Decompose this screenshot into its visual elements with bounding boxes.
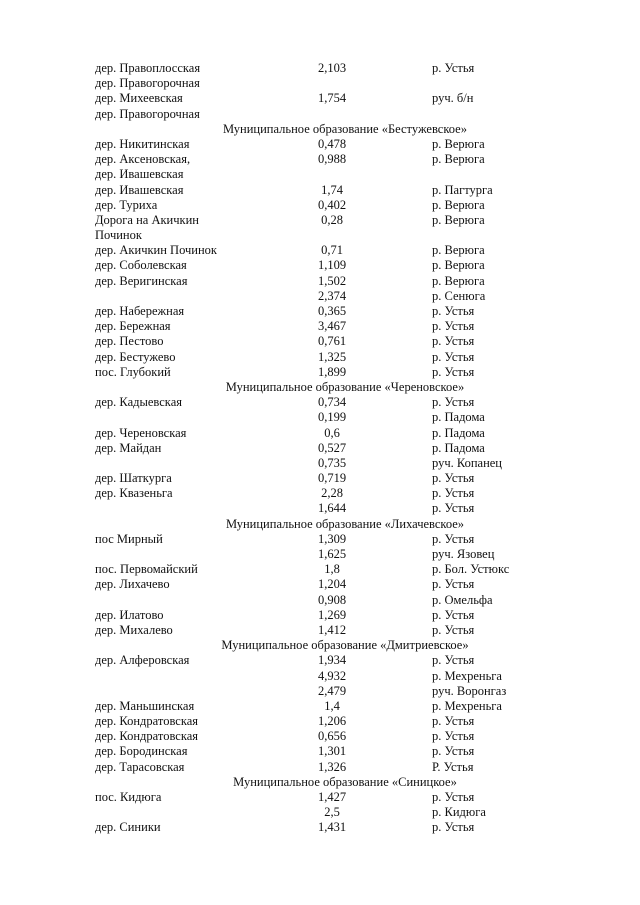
river-name: р. Устья [432,607,475,622]
settlement-name: дер. Кондратовская [95,714,199,729]
table-row [95,562,535,577]
length-value: 0,71 [321,243,343,258]
section-heading [95,380,535,395]
river-name: р. Устья [432,577,475,592]
settlement-name: дер. Череновская [95,425,187,440]
table-row [95,608,535,623]
river-name: р. Верюга [432,197,485,212]
river-name: р. Устья [432,531,475,546]
table-row [95,258,535,273]
river-name: р. Верюга [432,273,485,288]
length-value: 2,28 [321,486,343,501]
river-name: р. Устья [432,486,475,501]
length-value: 0,719 [317,471,347,486]
river-name: р. Мехреньга [432,698,502,713]
table-row [95,684,535,699]
table-row [95,152,535,167]
settlement-name: дер. Алферовская [95,653,190,668]
section-title: Муниципальное образование «Дмитриевское» [221,638,469,653]
settlement-name: дер. Аксеновская, [95,152,191,167]
river-name: р. Бол. Устюкс [432,562,510,577]
river-name: руч. Язовец [432,547,495,561]
settlement-name: пос Мирный [95,531,163,546]
table-row [95,501,535,516]
river-name: р. Устья [432,334,475,349]
river-name: р. Мехреньга [432,668,502,683]
river-name: р. Падома [432,425,485,440]
length-value: 0,734 [317,395,347,410]
settlement-name: дер. Ивашевская [95,182,184,197]
table-row [95,820,535,835]
table-row [95,744,535,759]
length-value: 1,8 [324,562,340,577]
table-row [95,61,535,76]
section-title: Муниципальное образование «Лихачевское» [225,516,465,531]
river-name: р. Сенюга [432,288,486,303]
river-name: р. Верюга [432,212,485,227]
river-name: Р. Устья [432,759,474,774]
river-name: р. Верюга [432,152,485,167]
table-row [95,532,535,547]
settlement-name: дер. Правогорочная [95,106,200,121]
table-row [95,471,535,486]
settlement-name: дер. Кондратовская [95,729,199,744]
settlement-name: дер. Бестужево [95,349,176,364]
table-row [95,669,535,684]
table-row [95,699,535,714]
settlement-name: пос. Кидюга [95,790,162,804]
table-row [95,593,535,608]
length-value: 0,527 [317,440,347,455]
river-name: руч. Копанец [432,455,503,470]
settlement-name: дер. Михеевская [95,91,183,106]
settlement-name: дер. Никитинская [95,136,190,151]
settlement-name: дер. Акичкин Починок [95,243,218,258]
length-value: 1,934 [317,653,347,668]
river-name: р. Устья [432,364,475,379]
table-row [95,365,535,380]
table-row [95,486,535,501]
length-value: 1,412 [317,622,347,637]
river-name: р. Устья [432,744,475,759]
settlement-name: пос. Глубокий [95,364,171,379]
section-heading [95,517,535,532]
length-value: 1,309 [317,531,347,546]
river-name: руч. б/н [432,91,474,106]
length-value: 1,625 [317,547,347,561]
settlement-name: дер. Бережная [95,319,171,334]
river-name: р. Кидюга [432,805,486,820]
table-row [95,243,535,258]
length-value: 0,478 [317,136,347,151]
settlement-name: дер. Илатово [95,607,164,622]
river-name: р. Устья [432,790,475,804]
table-row [95,805,535,820]
river-table [95,61,535,836]
settlement-name: дер. Туриха [95,197,158,212]
table-row [95,213,535,228]
settlement-name: дер. Соболевская [95,258,187,273]
length-value: 1,754 [317,91,347,106]
section-title: Муниципальное образование «Синицкое» [233,774,457,789]
section-heading [95,638,535,653]
length-value: 1,204 [317,577,347,592]
table-row [95,228,535,243]
table-row [95,319,535,334]
settlement-name: дер. Набережная [95,304,185,318]
length-value: 1,301 [317,744,347,759]
table-row [95,289,535,304]
table-row [95,137,535,152]
length-value: 2,479 [317,683,347,698]
length-value: 1,427 [317,790,347,804]
length-value: 4,932 [317,668,347,683]
river-name: р. Пагтурга [432,182,493,197]
river-name: р. Устья [432,501,475,516]
table-row [95,790,535,805]
river-name: р. Устья [432,304,475,318]
length-value: 0,988 [317,152,347,167]
table-row [95,198,535,213]
table-row [95,456,535,471]
table-row [95,167,535,182]
settlement-name: дер. Тарасовская [95,759,185,774]
settlement-name: дер. Майдан [95,440,162,455]
settlement-name: дер. Правогорочная [95,76,200,91]
river-name: р. Устья [432,61,475,75]
settlement-name: дер. Пестово [95,334,164,349]
table-row [95,653,535,668]
settlement-name: дер. Лихачево [95,577,170,592]
table-row [95,395,535,410]
table-row [95,577,535,592]
settlement-name: Починок [95,228,142,243]
length-value: 2,374 [317,288,347,303]
settlement-name: дер. Синики [95,820,161,835]
river-name: р. Устья [432,714,475,729]
table-row [95,410,535,425]
settlement-name: дер. Правоплосская [95,61,201,75]
river-name: р. Устья [432,471,475,486]
settlement-name: дер. Маньшинская [95,698,195,713]
length-value: 2,103 [317,61,347,75]
length-value: 0,761 [317,334,347,349]
length-value: 0,735 [317,455,347,470]
length-value: 0,656 [317,729,347,744]
length-value: 1,74 [321,182,343,197]
settlement-name: дер. Квазеньга [95,486,173,501]
river-name: р. Устья [432,653,475,668]
settlement-name: пос. Первомайский [95,562,198,577]
length-value: 0,365 [317,304,347,318]
table-row [95,91,535,106]
river-name: р. Устья [432,820,475,835]
section-title: Муниципальное образование «Череновское» [225,379,465,394]
river-name: руч. Воронгаз [432,683,507,698]
settlement-name: Дорога на Акичкин [95,212,199,227]
length-value: 1,269 [317,607,347,622]
table-row [95,547,535,562]
table-row [95,714,535,729]
table-row [95,304,535,319]
table-row [95,334,535,349]
river-name: р. Омельфа [432,592,493,607]
length-value: 0,199 [317,410,347,425]
river-name: р. Падома [432,440,485,455]
length-value: 1,326 [317,759,347,774]
settlement-name: дер. Шаткурга [95,471,172,486]
section-title: Муниципальное образование «Бестужевское» [223,121,467,136]
table-row [95,350,535,365]
table-row [95,274,535,289]
length-value: 1,644 [317,501,347,516]
length-value: 1,899 [317,364,347,379]
length-value: 0,28 [321,212,343,227]
settlement-name: дер. Кадыевская [95,395,182,410]
table-row [95,760,535,775]
river-name: р. Устья [432,622,475,637]
length-value: 2,5 [324,805,340,820]
settlement-name: дер. Веригинская [95,273,188,288]
table-row [95,623,535,638]
settlement-name: дер. Бородинская [95,744,188,759]
river-name: р. Устья [432,729,475,744]
river-name: р. Верюга [432,136,485,151]
length-value: 3,467 [317,319,347,334]
section-heading [95,775,535,790]
length-value: 0,6 [324,425,340,440]
table-row [95,107,535,122]
length-value: 1,4 [324,698,340,713]
river-name: р. Устья [432,395,475,410]
length-value: 1,206 [317,714,347,729]
table-row [95,729,535,744]
length-value: 1,109 [317,258,347,273]
section-heading [95,122,535,137]
length-value: 0,908 [317,592,347,607]
river-name: р. Верюга [432,258,485,273]
length-value: 1,502 [317,273,347,288]
table-row [95,76,535,91]
river-name: р. Устья [432,349,475,364]
river-name: р. Устья [432,319,475,334]
table-row [95,183,535,198]
length-value: 0,402 [317,197,347,212]
table-row [95,441,535,456]
river-name: р. Падома [432,410,485,425]
settlement-name: дер. Ивашевская [95,167,184,182]
length-value: 1,325 [317,349,347,364]
river-name: р. Верюга [432,243,485,258]
settlement-name: дер. Михалево [95,622,173,637]
length-value: 1,431 [317,820,347,835]
table-row [95,426,535,441]
